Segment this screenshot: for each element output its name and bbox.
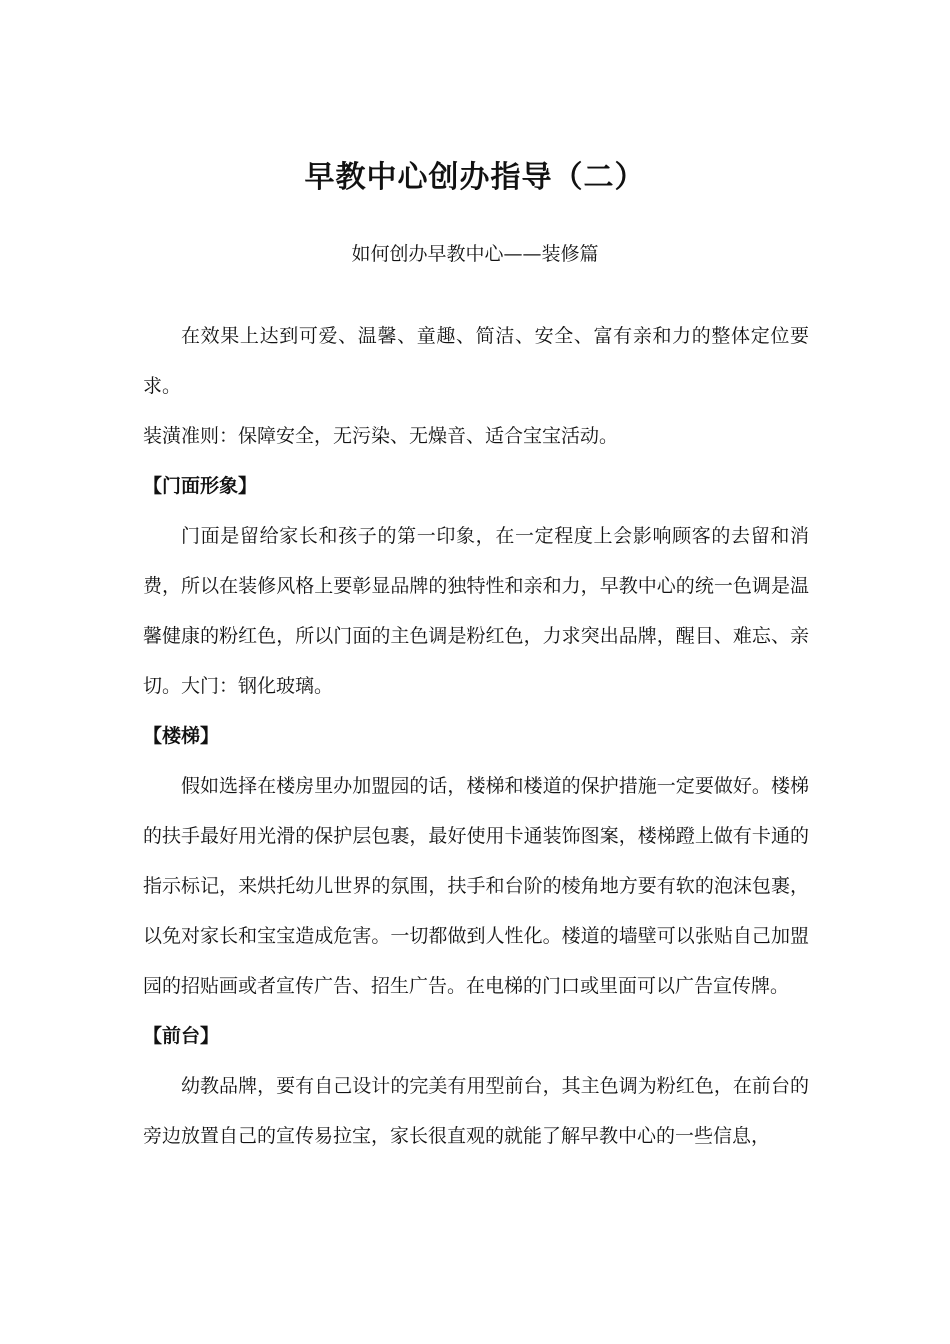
section-heading-stairs: 【楼梯】 <box>143 725 220 747</box>
document-title: 早教中心创办指导（二） <box>304 160 646 195</box>
document-subtitle: 如何创办早教中心——装修篇 <box>351 243 599 265</box>
section-heading-front-desk: 【前台】 <box>143 1025 220 1047</box>
section-body-facade: 门面是留给家长和孩子的第一印象，在一定程度上会影响顾客的去留和消费，所以在装修风格上要彰显品牌的独特性和亲和力，早教中心的统一色调是温馨健康的粉红色，所以门面的主色调是粉红色，力求突出品牌，醒目、难忘、亲切。大门：钢化玻璃。 <box>143 525 809 697</box>
principle-paragraph: 装潢准则：保障安全，无污染、无燥音、适合宝宝活动。 <box>143 425 619 447</box>
section-body-front-desk: 幼教品牌，要有自己设计的完美有用型前台，其主色调为粉红色，在前台的旁边放置自己的宣传易拉宝，家长很直观的就能了解早教中心的一些信息， <box>143 1075 809 1147</box>
section-body-stairs: 假如选择在楼房里办加盟园的话，楼梯和楼道的保护措施一定要做好。楼梯的扶手最好用光滑的保护层包裹，最好使用卡通装饰图案，楼梯蹬上做有卡通的指示标记，来烘托幼儿世界的氛围，扶手和台阶的棱角地方要有软的泡沫包裹，以免对家长和宝宝造成危害。一切都做到人性化。楼道的墙壁可以张贴自己加盟园的招贴画或者宣传广告、招生广告。在电梯的门口或里面可以广告宣传牌。 <box>143 775 809 997</box>
section-heading-facade: 【门面形象】 <box>143 475 258 497</box>
intro-paragraph: 在效果上达到可爱、温馨、童趣、简洁、安全、富有亲和力的整体定位要求。 <box>143 325 809 397</box>
document-body <box>143 311 809 1161</box>
